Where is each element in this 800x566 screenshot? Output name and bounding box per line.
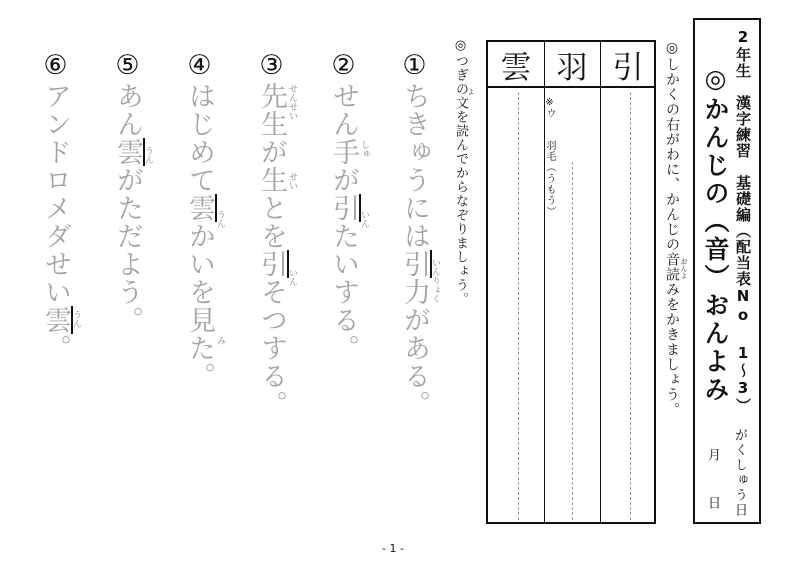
- sentence-text: せん手が: [328, 82, 359, 194]
- sentence-text: たいする。: [328, 222, 359, 362]
- day-label: 日: [705, 496, 720, 509]
- instruction-trace: ◎つぎの文を読んでからなぞりましょう。: [453, 38, 468, 306]
- sentence-text: あん: [112, 82, 143, 138]
- sentence-5: [111, 50, 143, 334]
- traced-kanji: 引: [256, 250, 287, 278]
- instruction-ruby: おんよ: [680, 258, 688, 279]
- furigana: いん: [359, 210, 369, 228]
- traced-kanji: 雲: [40, 306, 71, 334]
- traced-kanji: 引: [328, 194, 359, 222]
- sentence-text: そつする。: [256, 278, 287, 418]
- instruction-onyomi: ◎しかくの右がわに、かんじの音読みをかきましょう。: [664, 40, 680, 417]
- note-mark: ※ウ: [544, 97, 555, 118]
- furigana: せい: [287, 172, 297, 190]
- furigana: せんせい: [287, 84, 297, 120]
- worksheet-header: 2年生 漢字練習 基礎編（配当表No 1〜3）: [734, 28, 752, 414]
- traced-kanji: 雲: [112, 138, 143, 166]
- page-number: - 1 -: [382, 542, 404, 555]
- page-title: ◎かんじの（音）おんよみ: [701, 64, 730, 404]
- sentence-3: [255, 50, 287, 418]
- sentence-number: ②: [328, 50, 359, 82]
- furigana: うん: [215, 210, 225, 228]
- practice-table: [486, 40, 656, 524]
- kanji-cell-1: 引: [612, 49, 644, 86]
- furigana: み: [215, 336, 225, 345]
- sentence-text: 先生が生とを: [256, 82, 287, 250]
- sentence-text: アンドロメダせい: [40, 82, 71, 306]
- sentence-4: [183, 50, 215, 390]
- kanji-cell-2: 羽: [556, 49, 588, 86]
- instruction-ruby: よ: [467, 88, 475, 95]
- sentence-text: がただよう。: [112, 166, 143, 334]
- kanji-cell-3: 雲: [500, 49, 532, 86]
- answer-guide-line: [518, 92, 519, 520]
- furigana: うん: [71, 310, 81, 328]
- sentence-number: ①: [399, 50, 430, 82]
- sentence-text: 力がある。: [399, 278, 430, 418]
- sentence-1: [398, 50, 430, 418]
- furigana: うん: [143, 146, 153, 164]
- sentence-text: 。: [40, 334, 71, 362]
- sentence-number: ⑥: [40, 50, 71, 82]
- sentence-number: ⑤: [112, 50, 143, 82]
- answer-guide-line: [630, 92, 631, 520]
- month-label: 月: [705, 448, 720, 461]
- furigana: しゅ: [359, 140, 369, 158]
- traced-kanji: 引: [399, 250, 430, 278]
- traced-kanji: 雲: [184, 194, 215, 222]
- furigana: いん: [287, 268, 297, 286]
- answer-guide-line: [572, 162, 573, 520]
- column-divider: [600, 42, 601, 522]
- sentence-text: かいを見た。: [184, 222, 215, 390]
- sentence-number: ③: [256, 50, 287, 82]
- sentence-6: [39, 50, 71, 362]
- note-text: 羽毛（うもう）: [544, 140, 555, 217]
- sentence-text: はじめて: [184, 82, 215, 194]
- sentence-number: ④: [184, 50, 215, 82]
- study-date-label: がくしゅう日: [732, 428, 747, 518]
- furigana: いんりょく: [430, 258, 440, 303]
- sentence-text: ちきゅうには: [399, 82, 430, 250]
- sentence-2: [327, 50, 359, 362]
